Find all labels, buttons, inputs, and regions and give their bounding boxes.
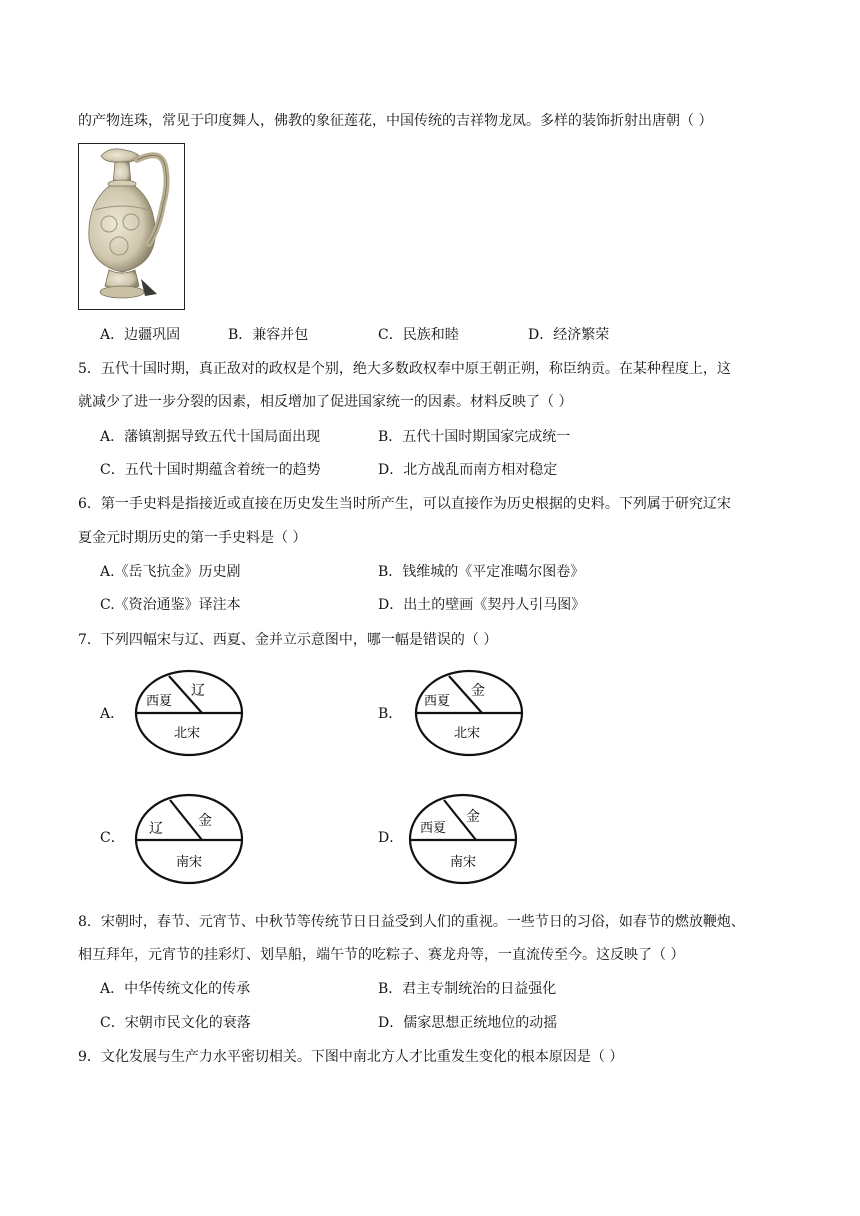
q5-option-b[interactable]: B．五代十国时期国家完成统一: [378, 429, 571, 445]
q6-option-b[interactable]: B．钱维城的《平定准噶尔图卷》: [378, 564, 585, 580]
q4-option-a[interactable]: A．边疆巩固: [100, 327, 181, 343]
q8-option-a[interactable]: A．中华传统文化的传承: [100, 981, 251, 997]
q7-b-left-region: 西夏: [424, 694, 451, 709]
q5-option-d[interactable]: D．北方战乱而南方相对稳定: [378, 462, 558, 478]
q7-option-a[interactable]: A．: [100, 706, 125, 722]
q7-b-bottom-region: 北宋: [454, 726, 481, 741]
q8-option-c[interactable]: C．宋朝市民文化的衰落: [100, 1015, 251, 1031]
q7-c-left-region: 辽: [149, 821, 163, 837]
q7-a-right-region: 辽: [191, 683, 205, 699]
q7-diagram-a: [134, 668, 246, 760]
q6-option-a[interactable]: A.《岳飞抗金》历史剧: [100, 564, 241, 580]
q7-a-bottom-region: 北宋: [174, 726, 201, 741]
q4-option-c[interactable]: C．民族和睦: [378, 327, 459, 343]
q9-stem: 9．文化发展与生产力水平密切相关。下图中南北方人才比重发生变化的根本原因是（ ）: [78, 1049, 624, 1065]
q7-option-b[interactable]: B．: [378, 706, 403, 722]
q7-d-left-region: 西夏: [420, 821, 447, 836]
q6-option-c[interactable]: C.《资治通鉴》译注本: [100, 597, 241, 613]
q4-option-b[interactable]: B．兼容并包: [228, 327, 309, 343]
q7-diagram-b: [414, 668, 526, 760]
q4-option-d[interactable]: D．经济繁荣: [528, 327, 610, 343]
q8-stem-line2: 相互拜年，元宵节的挂彩灯、划旱船，端午节的吃粽子、赛龙舟等，一直流传至今。这反映了（ ）: [78, 947, 685, 963]
q7-c-right-region: 金: [198, 813, 212, 829]
q7-stem: 7．下列四幅宋与辽、西夏、金并立示意图中，哪一幅是错误的（ ）: [78, 632, 498, 648]
tang-vase-image: [78, 143, 185, 310]
q5-option-c[interactable]: C．五代十国时期蕴含着统一的趋势: [100, 462, 321, 478]
q8-stem-line1: 8．宋朝时，春节、元宵节、中秋节等传统节日日益受到人们的重视。一些节日的习俗，如春节的燃放鞭炮、: [78, 914, 745, 930]
q7-option-c[interactable]: C．: [100, 830, 125, 846]
q7-d-bottom-region: 南宋: [450, 855, 477, 870]
q7-diagram-d: [408, 792, 520, 888]
q8-option-b[interactable]: B．君主专制统治的日益强化: [378, 981, 557, 997]
q6-option-d[interactable]: D．出土的壁画《契丹人引马图》: [378, 597, 586, 613]
q7-option-d[interactable]: D．: [378, 830, 404, 846]
q7-b-right-region: 金: [471, 683, 485, 699]
q5-option-a[interactable]: A．藩镇割据导致五代十国局面出现: [100, 429, 321, 445]
q8-option-d[interactable]: D．儒家思想正统地位的动摇: [378, 1015, 558, 1031]
q7-diagram-c: [134, 792, 246, 888]
q7-d-right-region: 金: [466, 809, 480, 825]
q4-stem: 的产物连珠，常见于印度舞人，佛教的象征莲花，中国传统的吉祥物龙凤。多样的装饰折射出唐朝（ ）: [78, 113, 713, 129]
q7-a-left-region: 西夏: [146, 694, 173, 709]
q5-stem-line1: 5．五代十国时期，真正敌对的政权是个别，绝大多数政权奉中原王朝正朔，称臣纳贡。在某种程度上，这: [78, 361, 731, 377]
q6-stem-line1: 6．第一手史料是指接近或直接在历史发生当时所产生，可以直接作为历史根据的史料。下列属于研究辽宋: [78, 496, 731, 512]
q5-stem-line2: 就减少了进一步分裂的因素，相反增加了促进国家统一的因素。材料反映了（ ）: [78, 394, 573, 410]
q7-c-bottom-region: 南宋: [176, 855, 203, 870]
vase-illustration: [79, 144, 184, 309]
q6-stem-line2: 夏金元时期历史的第一手史料是（ ）: [78, 530, 307, 546]
